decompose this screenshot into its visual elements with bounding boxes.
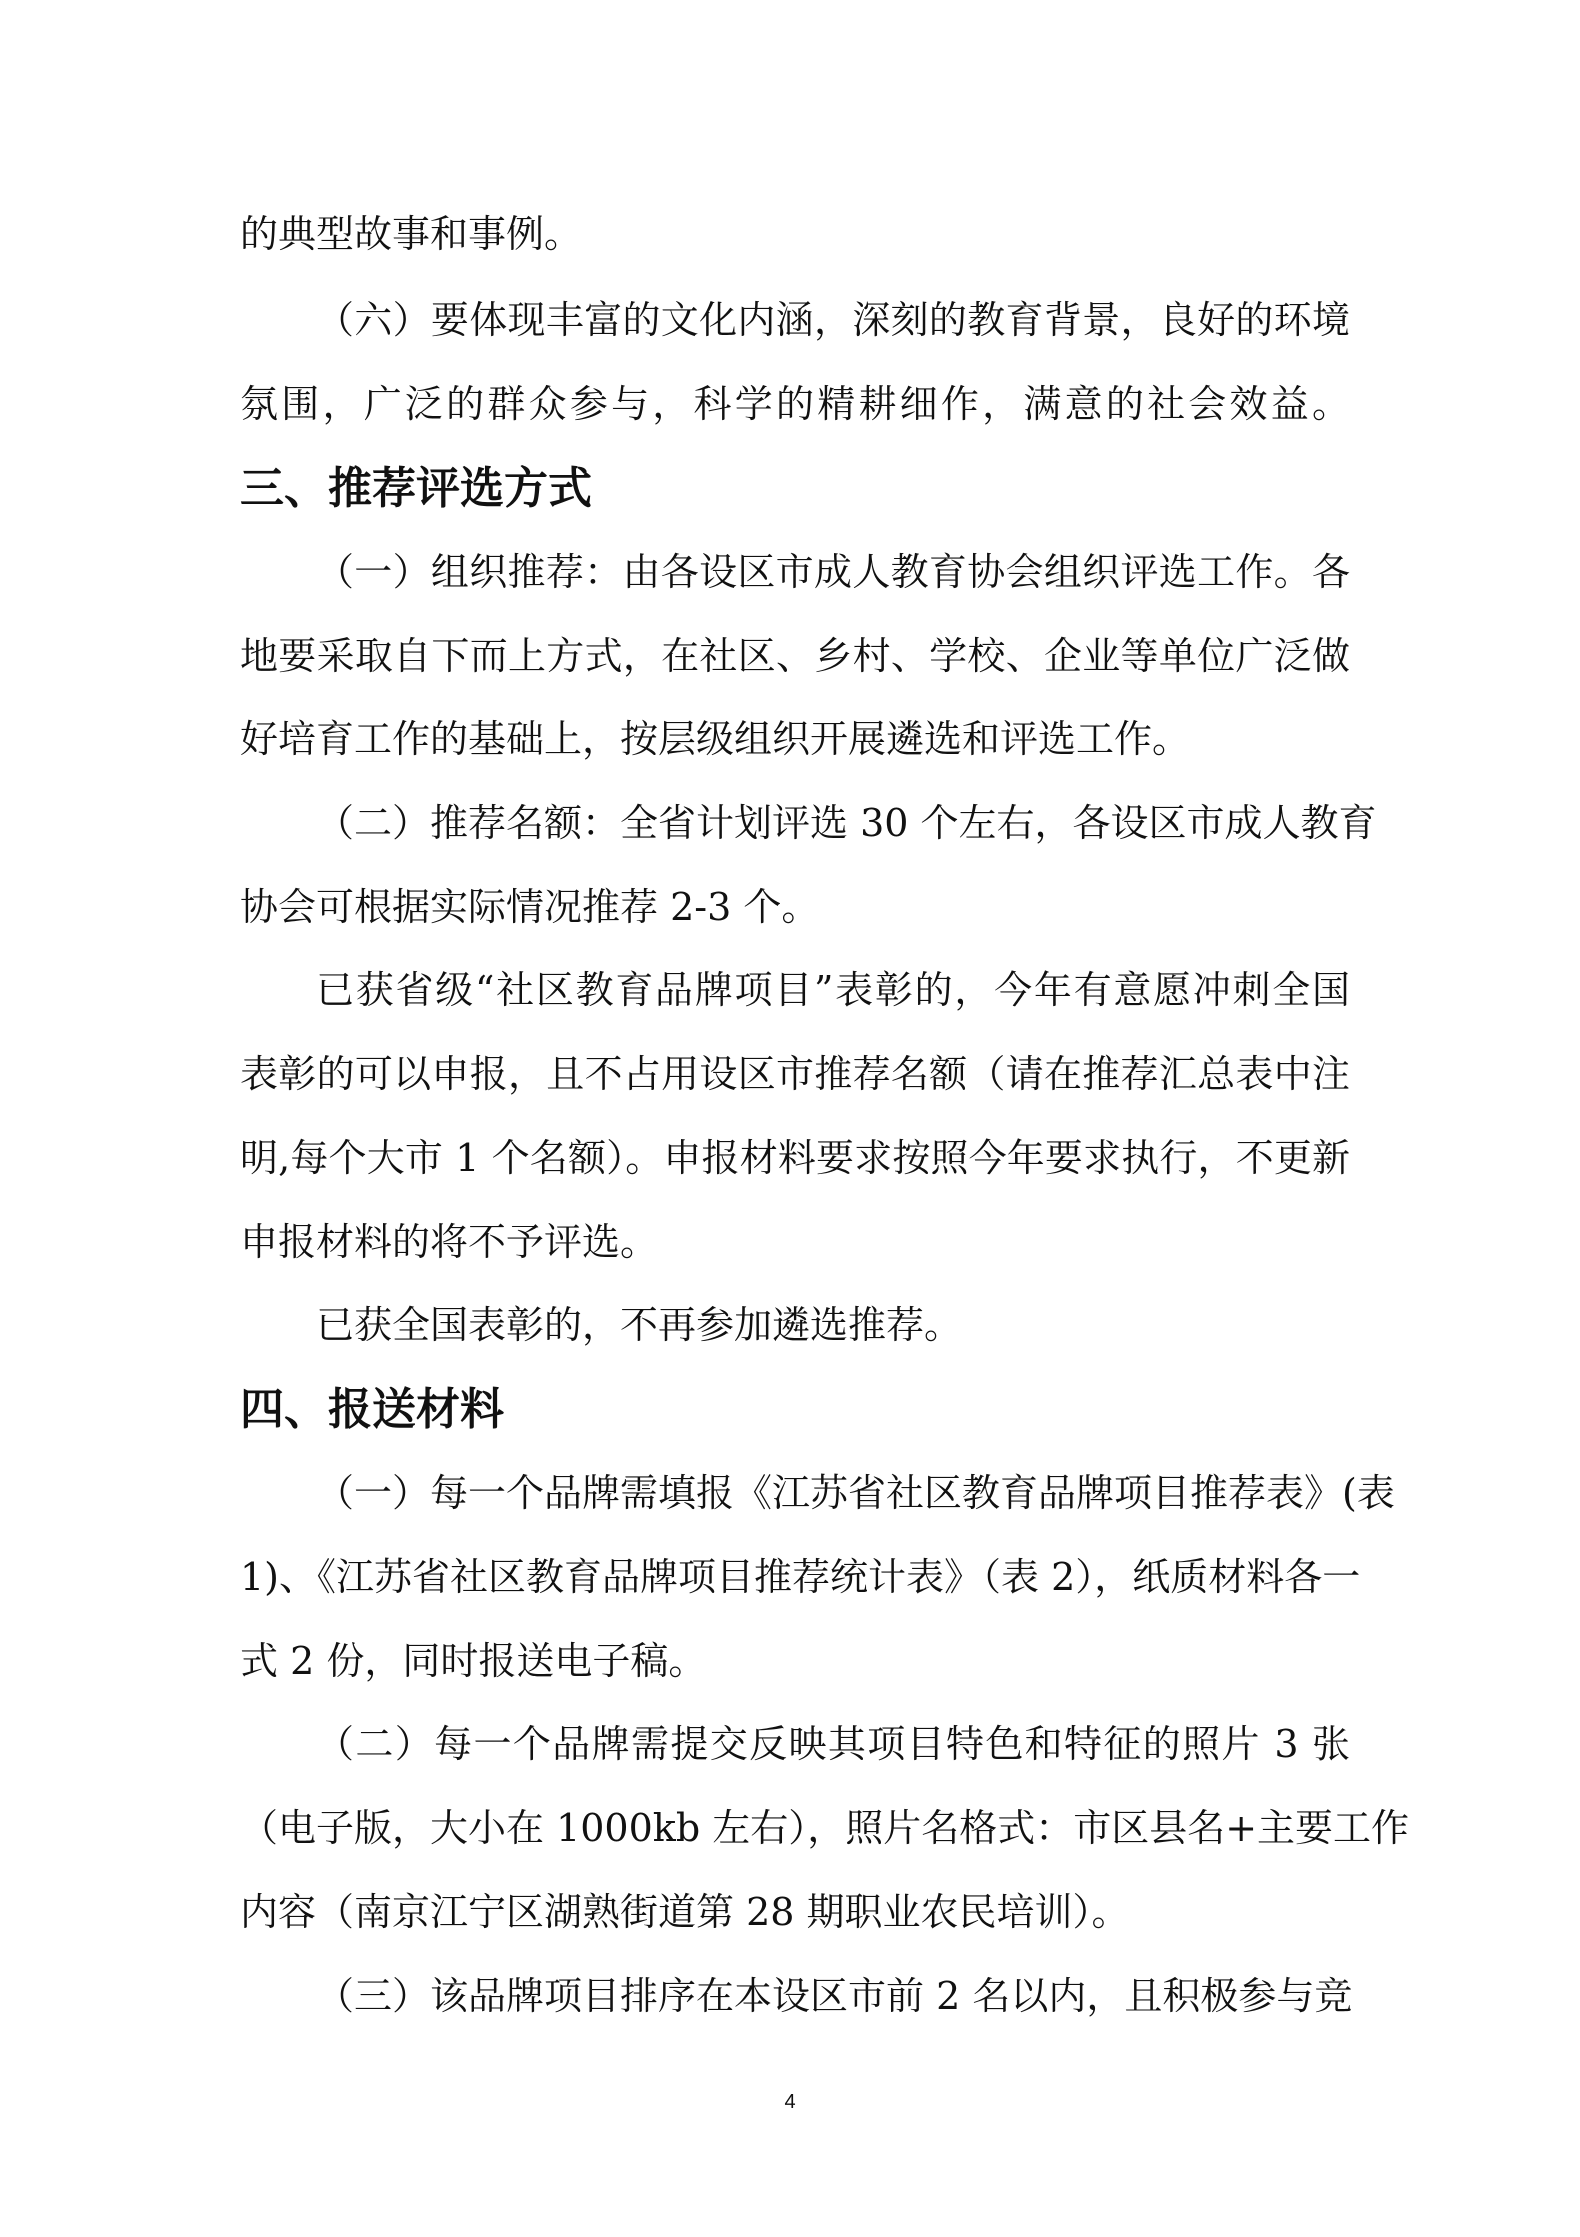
paragraph-line: （二）推荐名额：全省计划评选 30 个左右，各设区市成人教育 [316, 801, 1377, 845]
paragraph-line: 表彰的可以申报，且不占用设区市推荐名额（请在推荐汇总表中注 [240, 1052, 1350, 1096]
paragraph-line: 氛围，广泛的群众参与，科学的精耕细作，满意的社会效益。 [240, 382, 1350, 426]
paragraph-line: 式 2 份，同时报送电子稿。 [240, 1639, 707, 1683]
paragraph-line: 的典型故事和事例。 [240, 212, 583, 256]
paragraph-line: 1)、《江苏省社区教育品牌项目推荐统计表》（表 2），纸质材料各一 [240, 1555, 1361, 1599]
paragraph-line: 申报材料的将不予评选。 [240, 1220, 659, 1264]
paragraph-line: 已获省级“社区教育品牌项目”表彰的，今年有意愿冲刺全国 [316, 968, 1350, 1012]
paragraph-line: 明,每个大市 1 个名额）。申报材料要求按照今年要求执行，不更新 [240, 1136, 1350, 1180]
paragraph-line: 协会可根据实际情况推荐 2-3 个。 [240, 885, 820, 929]
section-heading: 四、报送材料 [240, 1384, 504, 1435]
page-number: 4 [784, 2091, 796, 2113]
paragraph-line: （三）该品牌项目排序在本设区市前 2 名以内，且积极参与竞 [316, 1974, 1353, 2018]
paragraph-line: （一）组织推荐：由各设区市成人教育协会组织评选工作。各 [316, 550, 1350, 594]
paragraph-line: （电子版，大小在 1000kb 左右），照片名格式：市区县名+主要工作 [240, 1806, 1410, 1850]
paragraph-line: 好培育工作的基础上，按层级组织开展遴选和评选工作。 [240, 717, 1191, 761]
paragraph-line: （二）每一个品牌需提交反映其项目特色和特征的照片 3 张 [316, 1722, 1350, 1766]
paragraph-line: 已获全国表彰的，不再参加遴选推荐。 [316, 1303, 963, 1347]
paragraph-line: 地要采取自下而上方式，在社区、乡村、学校、企业等单位广泛做 [240, 634, 1350, 678]
paragraph-line: 内容（南京江宁区湖熟街道第 28 期职业农民培训）。 [240, 1890, 1130, 1934]
paragraph-line: （一）每一个品牌需填报《江苏省社区教育品牌项目推荐表》(表 [316, 1471, 1395, 1515]
section-heading: 三、推荐评选方式 [240, 463, 592, 514]
paragraph-line: （六）要体现丰富的文化内涵，深刻的教育背景，良好的环境 [316, 298, 1350, 342]
